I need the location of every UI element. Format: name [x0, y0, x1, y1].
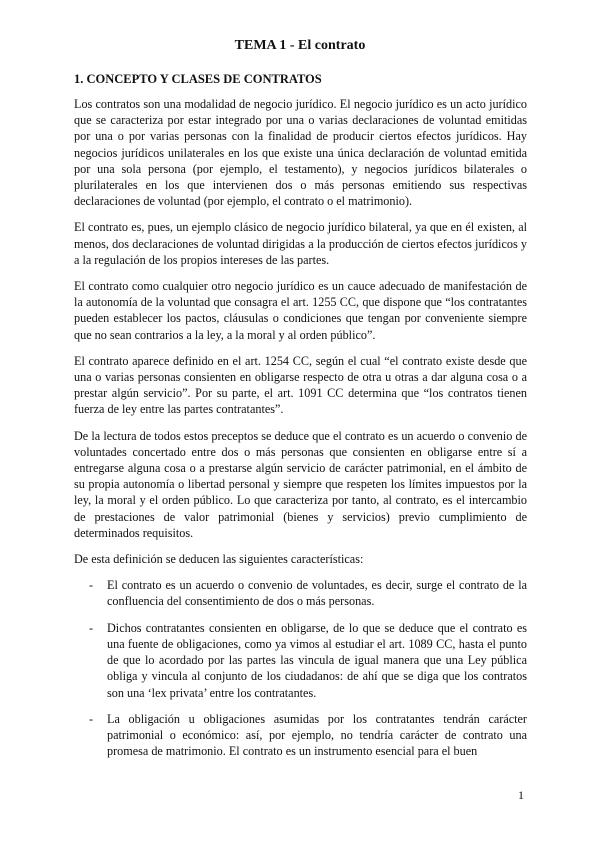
document-title: TEMA 1 - El contrato [234, 38, 366, 53]
list-item [74, 620, 527, 701]
list-item-text: La obligación u obligaciones asumidas por los contratantes tendrán carácter patrimonial o económico: así, por ejemplo, no tendría carácter de contrato una promesa de matrimonio. El contrato es un instrumento esencial para el buen [107, 711, 527, 759]
paragraph: El contrato aparece definido en el art. 1254 CC, según el cual “el contrato existe desde que una o varias personas consienten en obligarse respecto de otra u otras a dar alguna cosa o a prestar algún servicio”. Por su parte, el art. 1091 CC determina que “los contratos tienen fuerza de ley entre las partes contratantes”. [74, 353, 527, 417]
list-item-text: El contrato es un acuerdo o convenio de voluntades, es decir, surge el contrato de la confluencia del consentimiento de dos o más personas. [107, 578, 527, 609]
list-marker: - [89, 578, 94, 593]
section-heading: 1. CONCEPTO Y CLASES DE CONTRATOS [74, 72, 322, 86]
list-item [74, 711, 527, 760]
list-item [74, 577, 527, 609]
document-body [74, 96, 527, 769]
paragraph: Los contratos son una modalidad de negocio jurídico. El negocio jurídico es un acto jurídico que se caracteriza por estar integrado por una o varias declaraciones de voluntad emitidas por una o por varias personas con la finalidad de producir ciertos efectos jurídicos. Hay negocios jurídicos unilaterales en los que existe una única declaración de voluntad emitida por una sola persona (por ejemplo, el testamento), y negocios jurídicos bilaterales o plurilaterales en los que intervienen dos o más personas emitiendo sus respectivas declaraciones de voluntad (por ejemplo, el contrato o el matrimonio). [74, 97, 527, 209]
list-marker: - [89, 711, 94, 726]
paragraph: El contrato es, pues, un ejemplo clásico de negocio jurídico bilateral, ya que en él existen, al menos, dos declaraciones de voluntad dirigidas a la producción de ciertos efectos jurídicos y a la regulación de los propios intereses de las partes. [74, 220, 527, 267]
list-item-text: Dichos contratantes consienten en obligarse, de lo que se deduce que el contrato es una fuente de obligaciones, como ya vimos al estudiar el art. 1089 CC, hasta el punto de que lo acordado por las partes las vincula de igual manera que una Ley pública obliga y vincula al conjunto de los ciudadanos: de ahí que se diga que los contratos son una ‘lex privata’ entre los contratantes. [107, 620, 527, 700]
paragraph: El contrato como cualquier otro negocio jurídico es un cauce adecuado de manifestación de la autonomía de la voluntad que consagra el art. 1255 CC, que dispone que “los contratantes pueden establecer los pactos, cláusulas o condiciones que tengan por conveniente siempre que no sean contrarios a la ley, a la moral y al orden público”. [74, 279, 527, 342]
paragraph: De la lectura de todos estos preceptos se deduce que el contrato es un acuerdo o convenio de voluntades concertado entre dos o más personas que consienten en obligarse entre sí a entregarse alguna cosa o a prestarse algún servicio de carácter patrimonial, en el ámbito de su propia autonomía o libertad personal y siempre que respeten los límites impuestos por la ley, la moral y el orden público. Lo que caracteriza por tanto, al contrato, es el intercambio de prestaciones de valor patrimonial (bienes y servicios) previo cumplimiento de determinados requisitos. [74, 428, 527, 540]
paragraph: De esta definición se deducen las siguientes características: [74, 552, 364, 567]
list-marker: - [89, 620, 94, 635]
characteristics-list [74, 577, 527, 759]
page-number: 1 [518, 788, 524, 802]
